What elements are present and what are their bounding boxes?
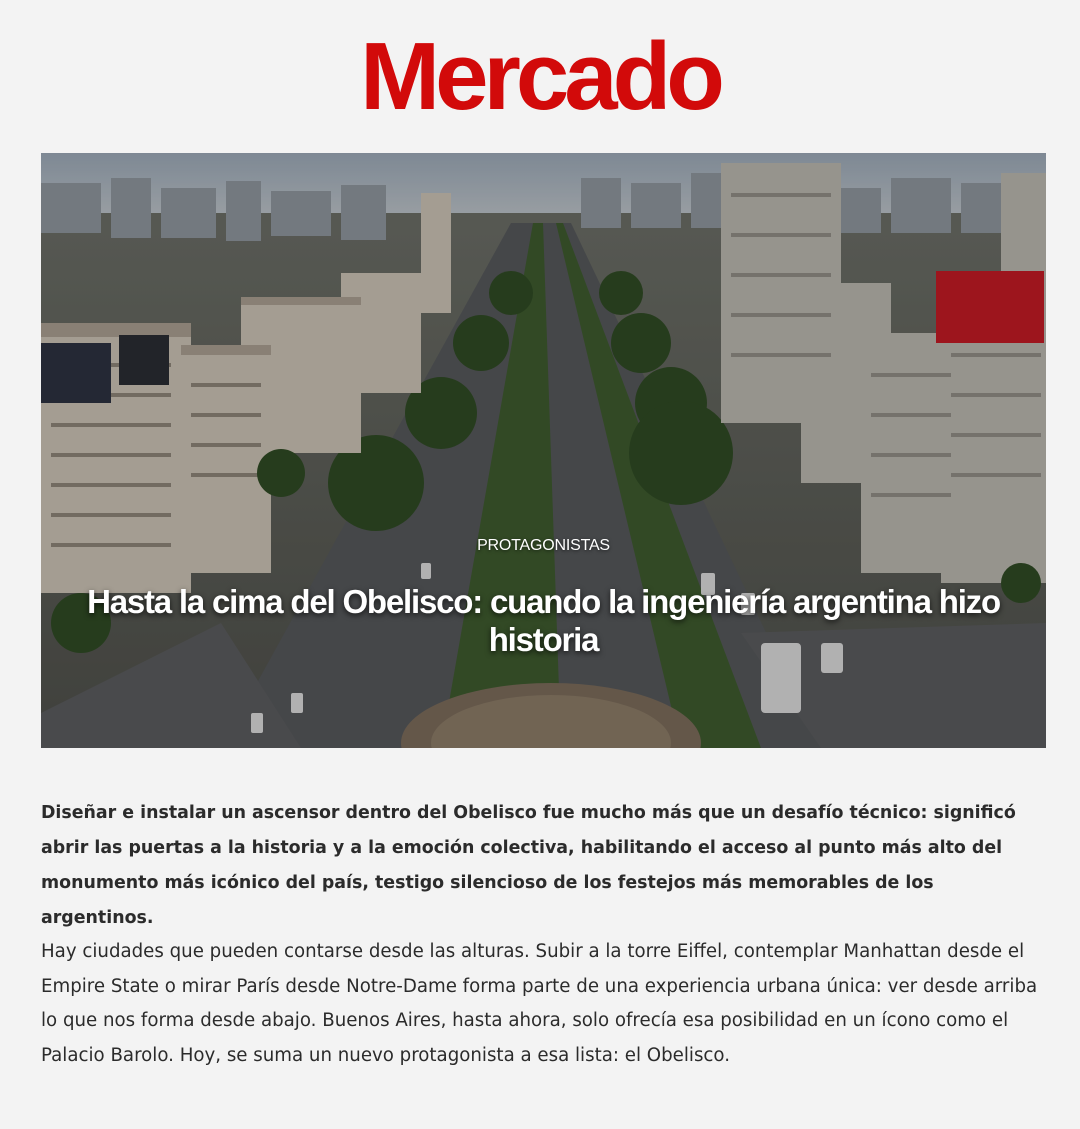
- hero-feature[interactable]: [41, 153, 1046, 748]
- category-label[interactable]: PROTAGONISTAS: [477, 537, 610, 554]
- article-lead: Diseñar e instalar un ascensor dentro del Obelisco fue mucho más que un desafío técnico: significó abrir las puertas a la historia y a la emoción colectiva, habilitando el acceso al punto más alto del monumento más icónico del país, testigo silencioso de los festejos más memorables de los argentinos.: [41, 803, 1016, 928]
- article-headline[interactable]: Hasta la cima del Obelisco: cuando la ingeniería argentina hizo historia: [87, 583, 1000, 658]
- masthead: [0, 0, 1080, 150]
- article-paragraph: Hay ciudades que pueden contarse desde las alturas. Subir a la torre Eiffel, contemplar Manhattan desde el Empire State o mirar París desde Notre-Dame forma parte de una experiencia urbana única: ver desde arriba lo que nos forma desde abajo. Buenos Aires, hasta ahora, solo ofrecía esa posibilidad en un ícono como el Palacio Barolo. Hoy, se suma un nuevo protagonista a esa lista: el Obelisco.: [41, 941, 1038, 1066]
- site-logo[interactable]: Mercado: [360, 23, 720, 130]
